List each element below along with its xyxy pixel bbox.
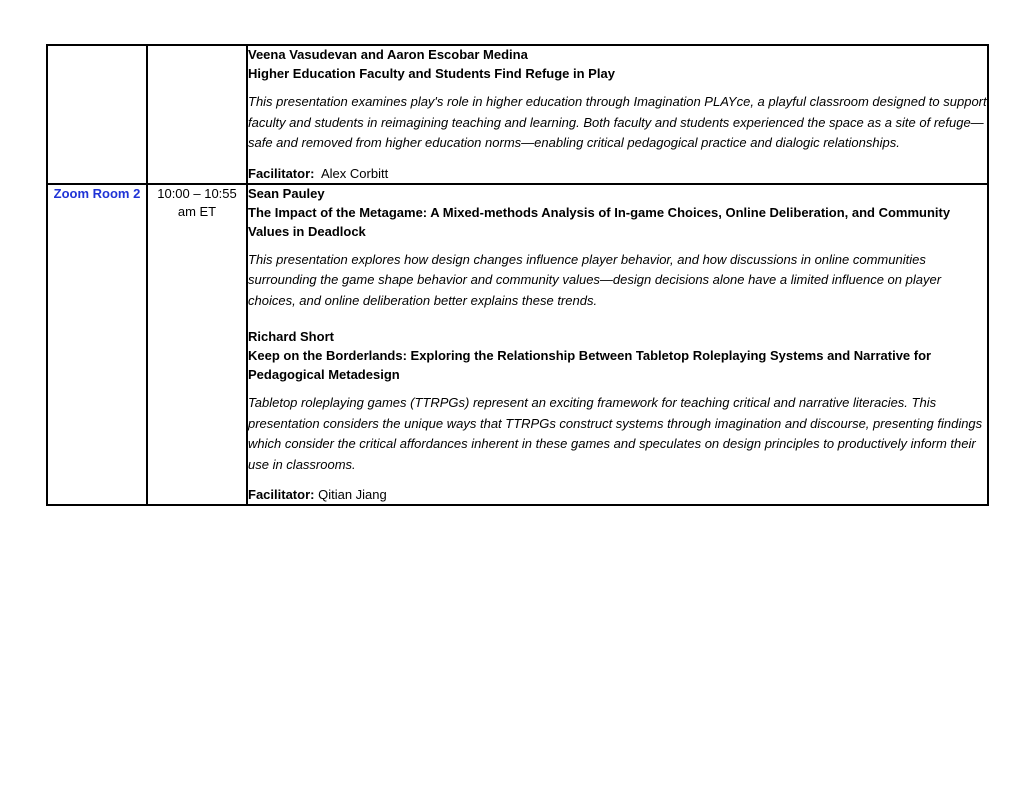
room-cell [47, 184, 147, 506]
presenter-names: Sean Pauley [248, 185, 325, 201]
room-cell [47, 45, 147, 184]
presenter-names: Veena Vasudevan and Aaron Escobar Medina [248, 47, 528, 62]
presentation [248, 185, 987, 312]
table-row [47, 184, 988, 506]
session-cell [247, 45, 988, 184]
presentation-abstract: This presentation explores how design changes influence player behavior, and how discussions in online communities surrounding the game shape behavior and community values—design decisions alone have a limited influence on player choices, and online deliberation better explains these trends. [248, 251, 942, 308]
presentation-abstract: Tabletop roleplaying games (TTRPGs) represent an exciting framework for teaching critical and narrative literacies. This presentation considers the unique ways that TTRPGs construct systems through imagination and discourse, presenting findings which consider the critical affordances inherent in these games and speculates on design principles to productively inform their use in classrooms. [248, 395, 983, 472]
facilitator-line [248, 165, 987, 183]
facilitator-label: Facilitator: [248, 487, 315, 502]
session-cell [247, 184, 988, 506]
time-cell [147, 45, 247, 184]
time-cell: 10:00 – 10:55 am ET [147, 184, 247, 506]
presenter-names: Richard Short [248, 329, 334, 344]
facilitator-label: Facilitator: [248, 165, 315, 181]
presentation-abstract: This presentation examines play's role in higher education through Imagination PLAYce, a playful classroom designed to support faculty and students in reimagining teaching and learning. Both faculty and students experienced the space as a site of refuge—safe and removed from higher education norms—enabling critical pedagogical practice and dialogic relationships. [248, 94, 987, 150]
facilitator-name: Qitian Jiang [318, 487, 387, 502]
presentation-title: Keep on the Borderlands: Exploring the Relationship Between Tabletop Roleplaying Systems and Narrative for Pedagogical Metadesign [248, 348, 932, 382]
presentation-title: Higher Education Faculty and Students Find Refuge in Play [248, 66, 615, 81]
presentation [248, 46, 987, 154]
presentation-title: The Impact of the Metagame: A Mixed-methods Analysis of In-game Choices, Online Deliberation, and Community Values in Deadlock [248, 204, 951, 239]
facilitator-line [248, 486, 987, 504]
table-row [47, 45, 988, 184]
facilitator-name: Alex Corbitt [320, 165, 389, 181]
presentation [248, 328, 987, 475]
schedule-table [46, 44, 989, 506]
zoom-room-link[interactable]: Zoom Room 2 [53, 185, 141, 201]
